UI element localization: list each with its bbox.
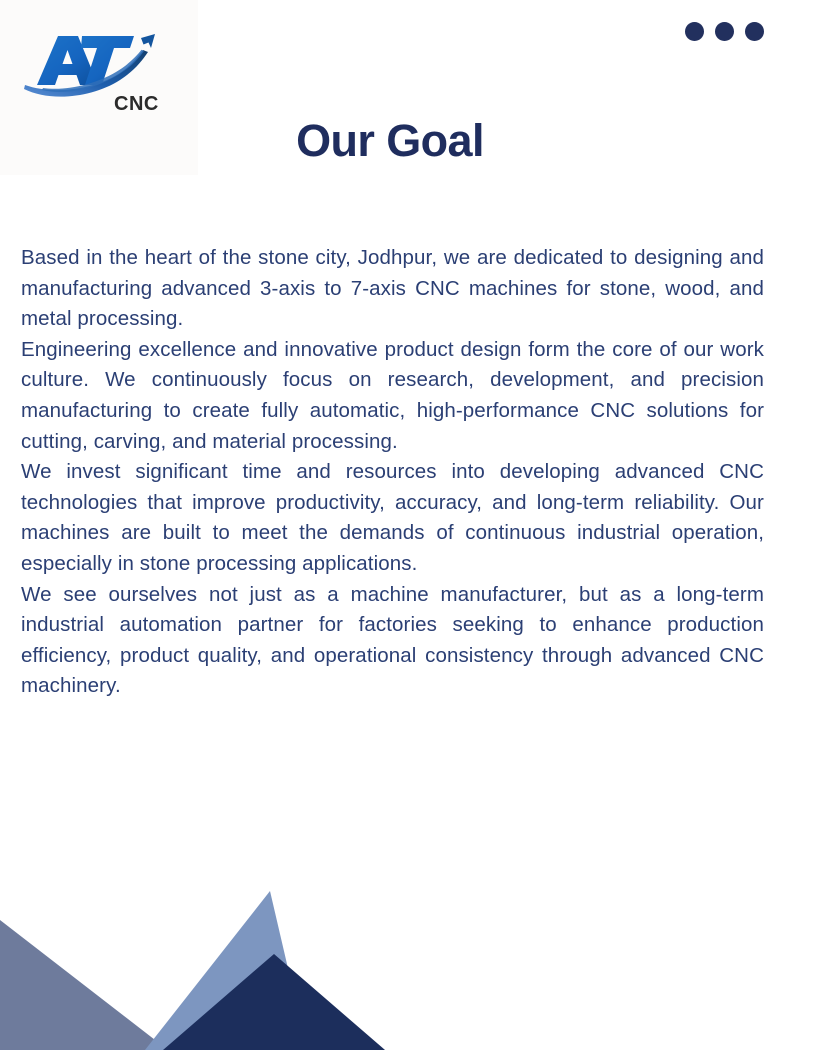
- navy-triangle: [163, 954, 385, 1050]
- logo-panel: [0, 0, 198, 175]
- paragraph-4: We see ourselves not just as a machine manufacturer, but as a long-term industrial automation partner for factories seeking to enhance production efficiency, product quality, and operational consistency through advanced CNC machinery.: [21, 582, 764, 698]
- decorative-dots: [685, 22, 764, 41]
- paragraph-1: Based in the heart of the stone city, Jodhpur, we are dedicated to designing and manufacturing advanced 3-axis to 7-axis CNC machines for stone, wood, and metal processing.: [21, 246, 764, 331]
- at-cnc-logo: [22, 28, 174, 114]
- paragraph-3: We invest significant time and resources into developing advanced CNC technologies that improve productivity, accuracy, and long-term reliability. Our machines are built to meet the demands of continuous industrial operation, especially in stone processing applications.: [21, 460, 764, 575]
- steel-blue-triangle: [145, 891, 307, 1050]
- svg-text:CNC: CNC: [114, 93, 159, 114]
- paragraph-2: Engineering excellence and innovative product design form the core of our work culture. We continuously focus on research, development, and precision manufacturing to create fully automatic, high-performance CNC solutions for cutting, carving, and material processing.: [21, 337, 764, 453]
- page-title: Our Goal: [296, 115, 484, 166]
- dot-3: [745, 22, 764, 41]
- body-copy: [21, 243, 764, 733]
- dot-1: [685, 22, 704, 41]
- bottom-decoration: [0, 890, 834, 1050]
- dot-2: [715, 22, 734, 41]
- gray-blue-triangle: [0, 920, 168, 1050]
